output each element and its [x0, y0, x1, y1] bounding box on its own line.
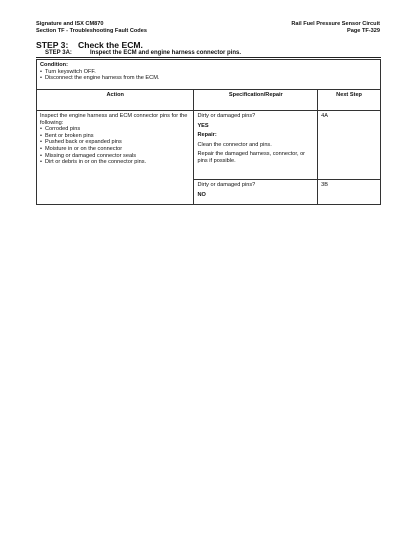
next-step-cell: 3B [318, 180, 381, 205]
condition-box [37, 60, 381, 90]
substep-number: STEP 3A: [45, 50, 72, 56]
page-header-right [291, 21, 380, 35]
column-header-action: Action [37, 90, 194, 111]
action-list [40, 126, 190, 166]
section-title: Section TF - Troubleshooting Fault Codes [36, 28, 147, 34]
condition-label: Condition: [40, 62, 68, 68]
action-item: • Corroded pins [40, 126, 190, 133]
repair-line: Clean the connector and pins. [197, 141, 272, 148]
action-item: • Pushed back or expanded pins [40, 139, 190, 146]
repair-line: Repair the damaged harness, connector, or pins if possible. [197, 151, 306, 164]
page-number: Page TF-329 [347, 28, 380, 34]
manual-title: Signature and ISX CM870 [36, 21, 104, 27]
troubleshooting-table [36, 59, 381, 205]
spec-question: Dirty or damaged pins? [197, 113, 256, 119]
spec-answer-no: NO [197, 191, 206, 198]
topic-title: Rail Fuel Pressure Sensor Circuit [291, 21, 380, 27]
substep-title: Inspect the ECM and engine harness connector pins. [90, 50, 242, 56]
repair-label: Repair: [197, 132, 217, 139]
step-title: Check the ECM. [78, 40, 143, 50]
condition-list [40, 69, 377, 82]
page-header-left [36, 21, 147, 35]
spec-question: Dirty or damaged pins? [197, 182, 256, 188]
action-item: • Bent or broken pins [40, 133, 190, 140]
action-item: • Dirt or debris in or on the connector pins. [40, 159, 190, 166]
step-heading [36, 40, 143, 50]
spec-answer-yes: YES [197, 122, 209, 129]
next-step-cell: 4A [318, 111, 381, 180]
spec-cell-no [194, 180, 318, 205]
column-header-spec: Specification/Repair [194, 90, 318, 111]
substep-heading [45, 50, 241, 57]
action-item: • Missing or damaged connector seals [40, 153, 190, 160]
heading-rule [36, 57, 381, 58]
action-cell [37, 111, 194, 205]
table-row [37, 111, 381, 180]
condition-item: • Turn keyswitch OFF. [40, 69, 377, 76]
column-header-next: Next Step [318, 90, 381, 111]
action-item: • Moisture in or on the connector [40, 146, 190, 153]
step-number: STEP 3: [36, 40, 69, 50]
spec-cell-yes [194, 111, 318, 180]
action-intro: Inspect the engine harness and ECM connector pins for the following: [40, 113, 188, 126]
condition-item: • Disconnect the engine harness from the ECM. [40, 75, 377, 82]
